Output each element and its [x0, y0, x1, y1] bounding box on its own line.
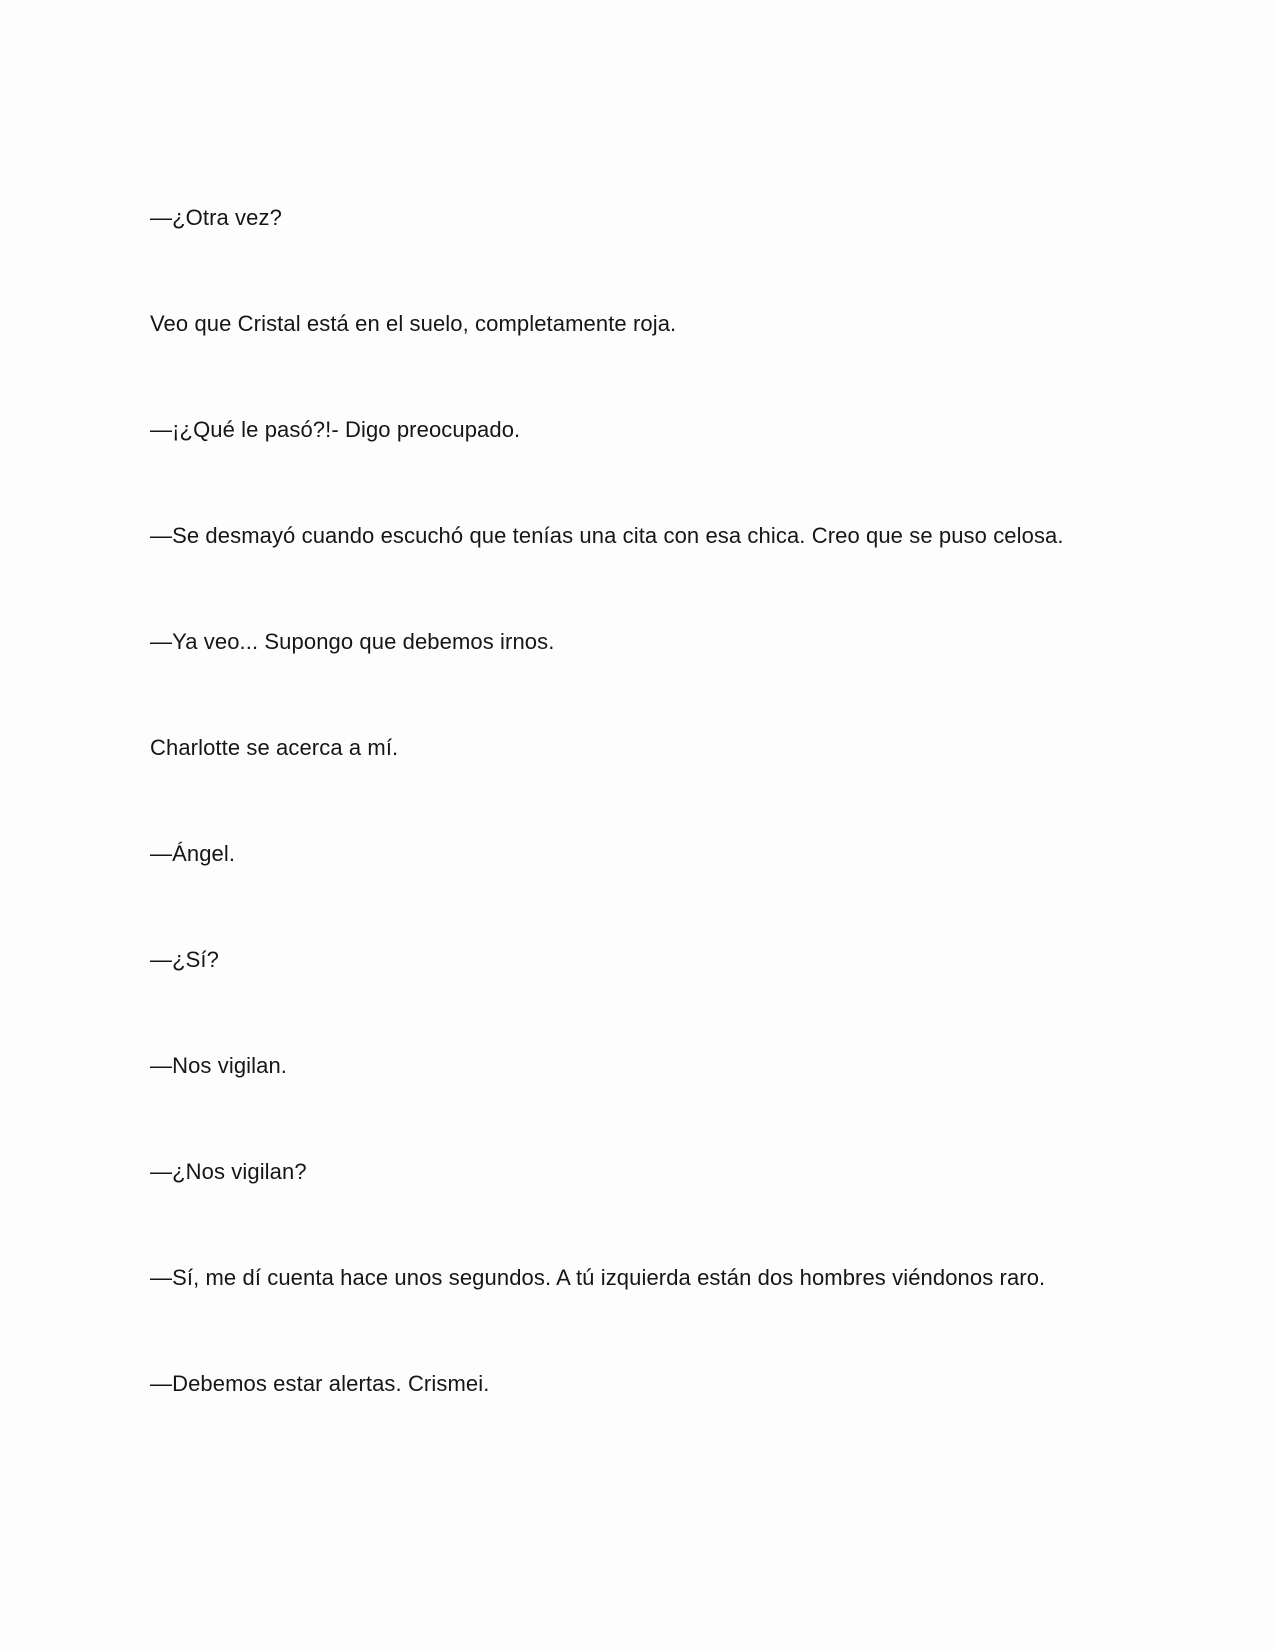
paragraph-11: —Sí, me dí cuenta hace unos segundos. A tú izquierda están dos hombres viéndonos raro. [150, 1265, 1046, 1290]
paragraph-1: —¿Otra vez? [150, 205, 282, 230]
paragraph-8: —¿Sí? [150, 947, 219, 972]
paragraph-7: —Ángel. [150, 841, 236, 866]
paragraph-5: —Ya veo... Supongo que debemos irnos. [150, 629, 555, 654]
paragraph-4: —Se desmayó cuando escuchó que tenías una cita con esa chica. Creo que se puso celosa. [150, 523, 1064, 548]
paragraph-6: Charlotte se acerca a mí. [150, 735, 399, 760]
paragraph-3: —¡¿Qué le pasó?!- Digo preocupado. [150, 417, 521, 442]
paragraph-10: —¿Nos vigilan? [150, 1159, 307, 1184]
paragraph-12: —Debemos estar alertas. Crismei. [150, 1371, 490, 1396]
paragraph-9: —Nos vigilan. [150, 1053, 288, 1078]
paragraph-2: Veo que Cristal está en el suelo, completamente roja. [150, 311, 677, 336]
